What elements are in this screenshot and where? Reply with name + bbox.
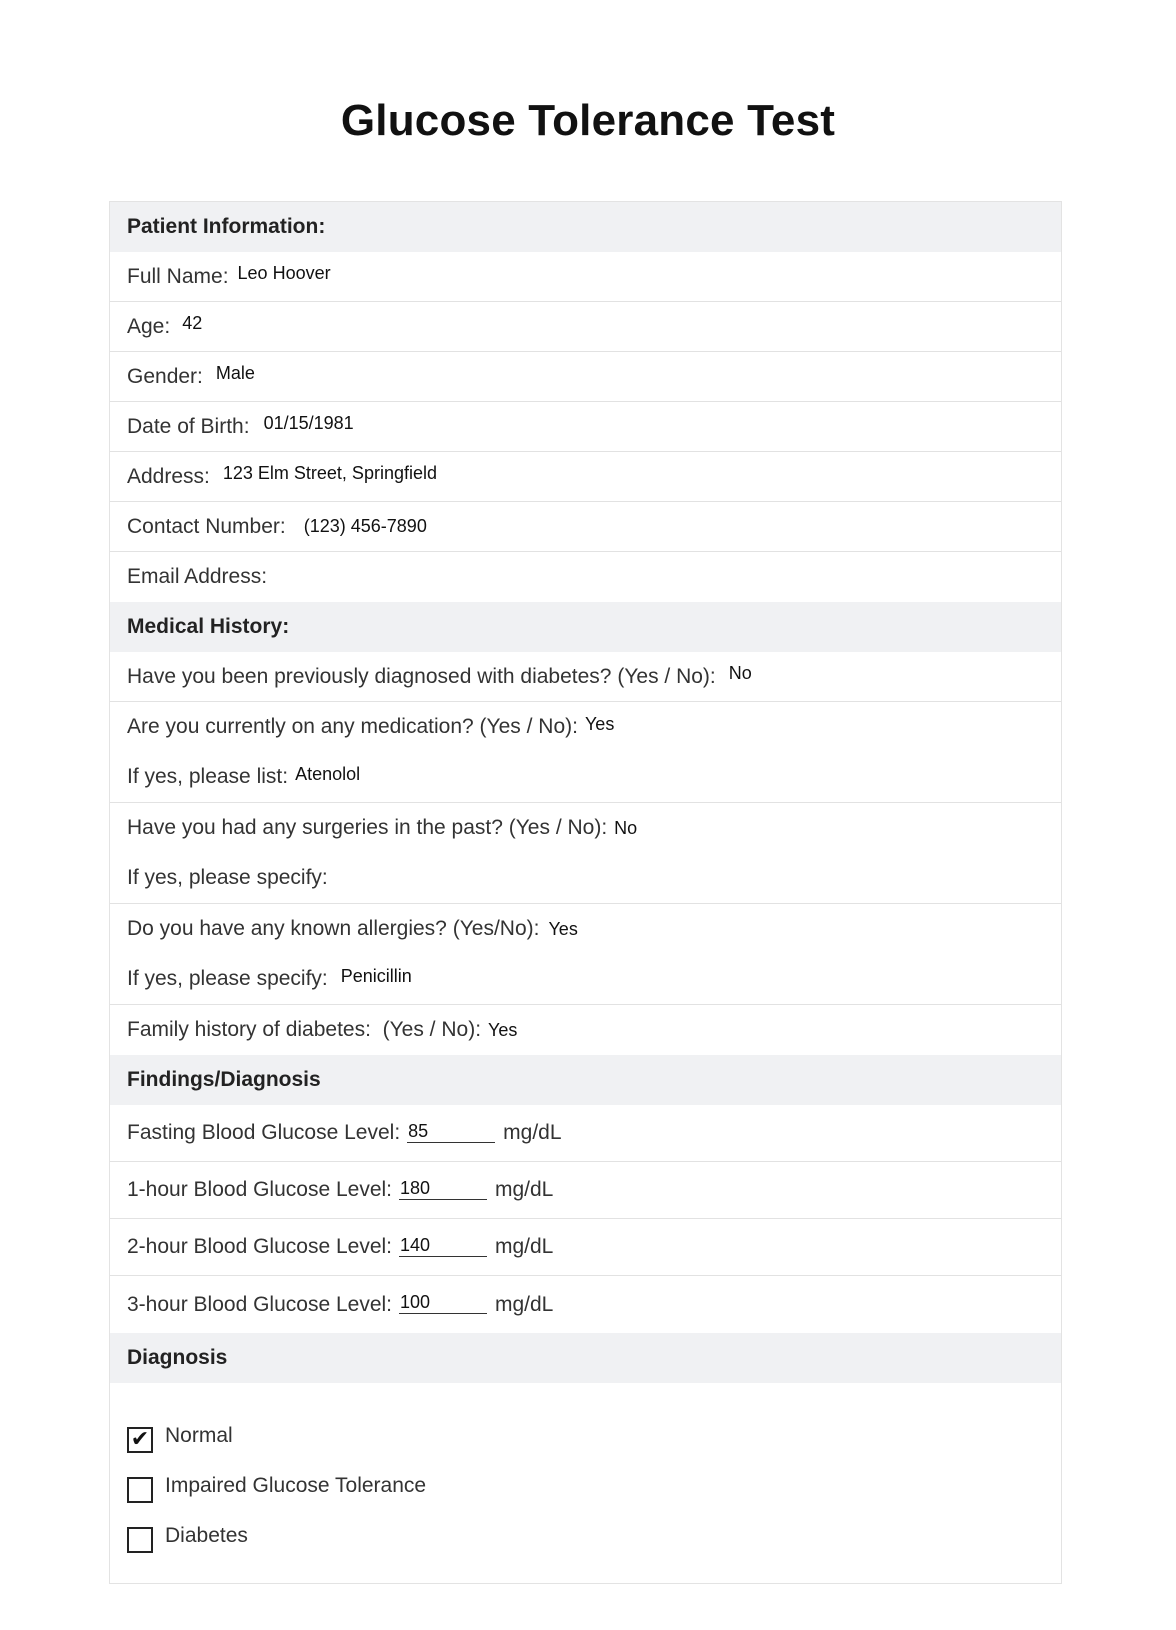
age-label: Age: <box>127 314 171 338</box>
section-header-findings: Findings/Diagnosis <box>110 1055 1061 1105</box>
allergy-specify-value[interactable]: Penicillin <box>340 965 412 986</box>
age-row <box>110 302 1061 352</box>
checkmark-icon: ✔ <box>130 1427 150 1452</box>
one-hour-glucose-unit: mg/dL <box>495 1178 554 1201</box>
gender-label: Gender: <box>127 364 203 388</box>
date-of-birth-row <box>110 402 1061 452</box>
allergy-answer[interactable]: Yes <box>548 918 578 939</box>
glucose-test-form <box>109 201 1062 1584</box>
medication-group <box>110 702 1061 803</box>
page-title: Glucose Tolerance Test <box>340 96 836 145</box>
surgery-group <box>110 803 1061 904</box>
email-address-label: Email Address: <box>127 565 268 588</box>
diagnosis-option-impaired[interactable] <box>127 1461 1061 1511</box>
full-name-row <box>110 252 1061 302</box>
fasting-glucose-unit: mg/dL <box>503 1121 562 1144</box>
address-value[interactable]: 123 Elm Street, Springfield <box>222 463 437 483</box>
medication-list-line <box>110 752 1061 802</box>
fasting-glucose-row <box>110 1105 1061 1162</box>
two-hour-glucose-unit: mg/dL <box>495 1235 554 1258</box>
allergy-specify-line <box>110 954 1061 1004</box>
fasting-glucose-label: Fasting Blood Glucose Level: <box>127 1121 401 1144</box>
allergy-group <box>110 904 1061 1005</box>
medication-question: Are you currently on any medication? (Yes / No): <box>127 715 578 738</box>
contact-number-label: Contact Number: <box>127 514 286 538</box>
family-history-question: Family history of diabetes: (Yes / No): <box>127 1018 482 1041</box>
diagnosis-option-label: Normal <box>165 1424 233 1447</box>
two-hour-glucose-input[interactable]: 140 <box>399 1234 487 1257</box>
checkbox-normal[interactable] <box>127 1427 153 1453</box>
surgery-specify-line <box>110 853 1061 903</box>
medication-list-value[interactable]: Atenolol <box>295 763 361 784</box>
section-header-patient-information: Patient Information: <box>110 202 1061 252</box>
family-history-row <box>110 1005 1061 1055</box>
allergy-question: Do you have any known allergies? (Yes/No): <box>127 917 540 940</box>
surgery-specify-label: If yes, please specify: <box>127 866 328 889</box>
section-header-diagnosis: Diagnosis <box>110 1333 1061 1383</box>
three-hour-glucose-label: 3-hour Blood Glucose Level: <box>127 1292 392 1316</box>
three-hour-glucose-input[interactable]: 100 <box>399 1291 487 1314</box>
diagnosis-checklist <box>110 1383 1061 1583</box>
full-name-value[interactable]: Leo Hoover <box>237 263 331 283</box>
family-history-answer[interactable]: Yes <box>488 1019 518 1040</box>
section-header-medical-history: Medical History: <box>110 602 1061 652</box>
gender-value[interactable]: Male <box>215 363 255 383</box>
three-hour-glucose-row <box>110 1276 1061 1333</box>
diabetes-diagnosis-answer[interactable]: No <box>728 663 752 683</box>
surgery-question: Have you had any surgeries in the past? (Yes / No): <box>127 816 608 839</box>
date-of-birth-value[interactable]: 01/15/1981 <box>263 413 354 433</box>
checkbox-diabetes[interactable] <box>127 1527 153 1553</box>
full-name-label: Full Name: <box>127 264 229 288</box>
medication-list-label: If yes, please list: <box>127 765 289 788</box>
two-hour-glucose-row <box>110 1219 1061 1276</box>
age-value[interactable]: 42 <box>182 313 203 333</box>
one-hour-glucose-input[interactable]: 180 <box>399 1177 487 1200</box>
allergy-specify-label: If yes, please specify: <box>127 967 328 990</box>
date-of-birth-label: Date of Birth: <box>127 414 250 438</box>
diagnosis-option-label: Diabetes <box>165 1524 248 1547</box>
diagnosis-option-normal[interactable] <box>127 1411 1061 1461</box>
surgery-answer[interactable]: No <box>614 817 638 838</box>
three-hour-glucose-unit: mg/dL <box>495 1292 554 1316</box>
address-row <box>110 452 1061 502</box>
contact-number-value[interactable]: (123) 456-7890 <box>303 516 427 536</box>
address-label: Address: <box>127 464 210 488</box>
two-hour-glucose-label: 2-hour Blood Glucose Level: <box>127 1235 392 1258</box>
surgery-question-line <box>110 803 1061 853</box>
one-hour-glucose-label: 1-hour Blood Glucose Level: <box>127 1178 392 1201</box>
medication-question-line <box>110 702 1061 752</box>
fasting-glucose-input[interactable]: 85 <box>407 1120 495 1143</box>
diagnosis-option-label: Impaired Glucose Tolerance <box>165 1474 427 1497</box>
one-hour-glucose-row <box>110 1162 1061 1219</box>
diabetes-diagnosis-question: Have you been previously diagnosed with diabetes? (Yes / No): <box>127 664 716 688</box>
checkbox-impaired-glucose-tolerance[interactable] <box>127 1477 153 1503</box>
gender-row <box>110 352 1061 402</box>
allergy-question-line <box>110 904 1061 954</box>
diagnosis-option-diabetes[interactable] <box>127 1511 1061 1561</box>
diabetes-diagnosis-row <box>110 652 1061 702</box>
medication-answer[interactable]: Yes <box>584 713 615 734</box>
contact-number-row <box>110 502 1061 552</box>
email-address-row <box>110 552 1061 602</box>
